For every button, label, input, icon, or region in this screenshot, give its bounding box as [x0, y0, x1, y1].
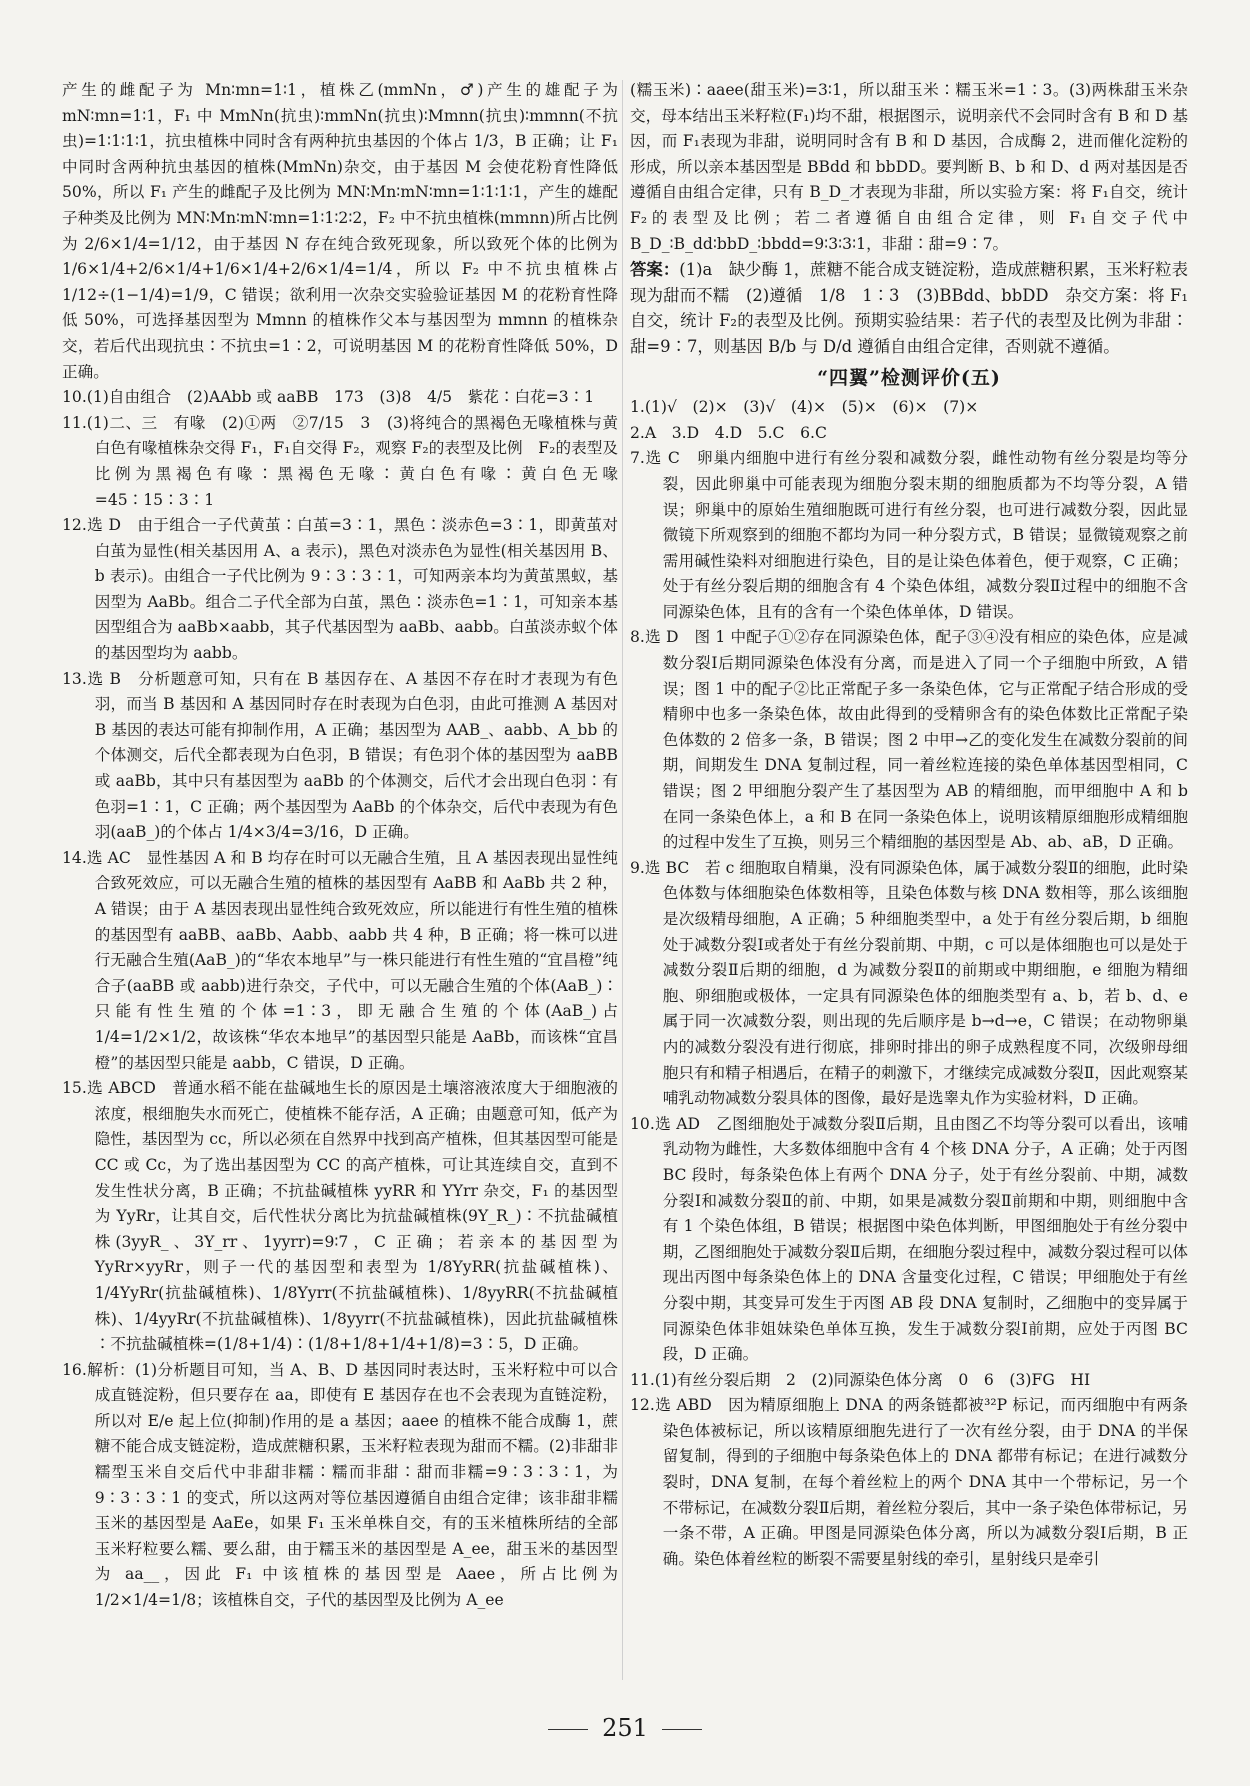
answer-paragraph: 13.选 B 分析题意可知，只有在 B 基因存在、A 基因不存在时才表现为有色羽，而当 B 基因和 A 基因同时存在时表现为白色羽，由此可推测 A 基因对 B 基因的表达可能有抑制作用，A 正确；基因型为 AAB_、aabb、A_bb 的个体测交，后代全都表现为白色羽，B 错误；有色羽个体的基因型为 aaBB 或 aaBb，其中只有基因型为 aaBb 的个体测交，后代才会出现白色羽∶有色羽=1∶1，C 正确；两个基因型为 AaBb 的个体杂交，后代中表现为有色羽(aaB_)的个体占 1/4×3/4=3/16，D 正确。: [62, 669, 618, 842]
right-column: [630, 78, 1188, 1572]
right-column-top: [630, 78, 1188, 360]
answer-paragraph: 1.(1)√ (2)× (3)√ (4)× (5)× (6)× (7)×: [630, 398, 979, 417]
answer-paragraph: 12.选 D 由于组合一子代黄茧∶白茧=3∶1，黑色∶淡赤色=3∶1，即黄茧对白茧为显性(相关基因用 A、a 表示)，黑色对淡赤色为显性(相关基因用 B、b 表示)。由组合一子代比例为 9∶3∶3∶1，可知两亲本均为黄茧黑蚁，基因型为 AaBb。组合二子代全部为白茧，黑色∶淡赤色=1∶1，可知亲本基因型组合为 aaBb×aabb，其子代基因型为 aaBb、aabb。白茧淡赤蚁个体的基因型均为 aabb。: [62, 516, 618, 663]
answer-paragraph: 11.(1)有丝分裂后期 2 (2)同源染色体分离 0 6 (3)FG HI: [630, 1370, 1091, 1389]
answer-paragraph: 10.选 AD 乙图细胞处于减数分裂Ⅱ后期，且由图乙不均等分裂可以看出，该哺乳动物为雌性，大多数体细胞中含有 4 个核 DNA 分子，A 正确；处于丙图 BC 段时，每条染色体上有两个 DNA 分子，处于有丝分裂前、中期，减数分裂Ⅰ和减数分裂Ⅱ的前、中期，如果是减数分裂Ⅱ前期和中期，则细胞中含有 1 个染色体组，B 错误；根据图中染色体判断，甲图细胞处于有丝分裂中期，乙图细胞处于减数分裂Ⅱ后期，在细胞分裂过程中，减数分裂过程可以体现出丙图中每条染色体上的 DNA 含量变化过程，C 错误；甲细胞处于有丝分裂中期，其变异可发生于丙图 AB 段 DNA 复制时，乙细胞中的变异属于同源染色体非姐妹染色单体互换，发生于减数分裂Ⅰ前期，应处于丙图 BC 段，D 正确。: [630, 1114, 1188, 1364]
answer-paragraph: 16.解析：(1)分析题目可知，当 A、B、D 基因同时表达时，玉米籽粒中可以合成直链淀粉，但只要存在 aa，即使有 E 基因存在也不会表现为直链淀粉，所以对 E/e 起上位(抑制)作用的是 a 基因；aaee 的植株不能合成酶 1，蔗糖不能合成支链淀粉，造成蔗糖积累，玉米籽粒表现为甜而不糯。(2)非甜非糯型玉米自交后代中非甜非糯∶糯而非甜∶甜而非糯=9∶3∶3∶1，为 9∶3∶3∶1 的变式，所以这两对等位基因遵循自由组合定律；该非甜非糯玉米的基因型是 AaEe，如果 F₁ 玉米单株自交，有的玉米植株所结的全部玉米籽粒要么糯、要么甜，由于糯玉米的基因型是 A_ee，甜玉米的基因型为 aa__，因此 F₁ 中该植株的基因型是 Aaee，所占比例为 1/2×1/4=1/8；该植株自交，子代的基因型及比例为 A_ee: [62, 1360, 618, 1610]
answer-paragraph: [630, 257, 1188, 359]
page-footer: [0, 1714, 1250, 1742]
answer-paragraph: 7.选 C 卵巢内细胞中进行有丝分裂和减数分裂，雌性动物有丝分裂是均等分裂，因此卵巢中可能表现为细胞分裂末期的细胞质都为不均等分裂，A 错误；卵巢中的原始生殖细胞既可进行有丝分裂，也可进行减数分裂，因此显微镜下所观察到的细胞不都均为同一种分裂方式，B 错误；显微镜观察之前需用碱性染料对细胞进行染色，目的是让染色体着色，便于观察，C 正确；处于有丝分裂后期的细胞含有 4 个染色体组，减数分裂Ⅱ过程中的细胞不含同源染色体，且有的含有一个染色体单体，D 错误。: [630, 449, 1188, 621]
footer-dash-right: [662, 1729, 702, 1730]
footer-dash-left: [548, 1729, 588, 1730]
answer-paragraph: 10.(1)自由组合 (2)AAbb 或 aaBB 173 (3)8 4/5 紫花∶白花=3∶1: [62, 388, 595, 407]
page-number: 251: [602, 1714, 648, 1742]
answer-paragraph: 12.选 ABD 因为精原细胞上 DNA 的两条链都被³²P 标记，而丙细胞中有两条染色体被标记，所以该精原细胞先进行了一次有丝分裂，由于 DNA 的半保留复制，得到的子细胞中每条染色体上的 DNA 都带有标记；在进行减数分裂时，DNA 复制，在每个着丝粒上的两个 DNA 其中一个带标记，另一个不带标记，在减数分裂Ⅱ后期，着丝粒分裂后，其中一条子染色体带标记，另一条不带，A 正确。甲图是同源染色体分离，所以为减数分裂Ⅰ后期，B 正确。染色体着丝粒的断裂不需要星射线的牵引，星射线只是牵引: [630, 1396, 1188, 1568]
answer-paragraph: 14.选 AC 显性基因 A 和 B 均存在时可以无融合生殖，且 A 基因表现出显性纯合致死效应，可以无融合生殖的植株的基因型有 AaBB 和 AaBb 共 2 种，A 错误；由于 A 基因表现出显性纯合致死效应，所以能进行有性生殖的植株的基因型有 aaBB、aaBb、Aabb、aabb 共 4 种，B 正确；将一株可以进行无融合生殖(AaB_)的“华农本地早”与一株只能进行有性生殖的“宜昌橙”纯合子(aaBB 或 aabb)进行杂交，子代中，可以无融合生殖的个体(AaB_)∶只能有性生殖的个体=1∶3，即无融合生殖的个体(AaB_)占 1/4=1/2×1/2，故该株“华农本地早”的基因型只能是 AaBb，而该株“宜昌橙”的基因型只能是 aabb，C 错误，D 正确。: [62, 848, 618, 1072]
answer-paragraph: 15.选 ABCD 普通水稻不能在盐碱地生长的原因是土壤溶液浓度大于细胞液的浓度，根细胞失水而死亡，使植株不能存活，A 正确；由题意可知，低产为隐性，基因型为 cc，所以必须在自然界中找到高产植株，但其基因型可能是 CC 或 Cc，为了选出基因型为 CC 的高产植株，可让其连续自交，直到不发生性状分离，B 正确；不抗盐碱植株 yyRR 和 YYrr 杂交，F₁ 的基因型为 YyRr，让其自交，后代性状分离比为抗盐碱植株(9Y_R_)∶不抗盐碱植株(3yyR_、3Y_rr、1yyrr)=9∶7，C 正确；若亲本的基因型为 YyRr×yyRr，则子一代的基因型和表型为 1/8YyRR(抗盐碱植株)、1/4YyRr(抗盐碱植株)、1/8Yyrr(不抗盐碱植株)、1/8yyRR(不抗盐碱植株)、1/4yyRr(不抗盐碱植株)、1/8yyrr(不抗盐碱植株)，因此抗盐碱植株∶不抗盐碱植株=(1/8+1/4)∶(1/8+1/8+1/4+1/8)=3∶5，D 正确。: [62, 1079, 618, 1354]
answer-paragraph: 2.A 3.D 4.D 5.C 6.C: [630, 423, 827, 442]
right-column-bottom: [630, 395, 1188, 1572]
section-title: “四翼”检测评价(五): [817, 366, 1001, 389]
column-divider: [622, 80, 623, 1680]
answer-paragraph: 产生的雌配子为 Mn∶mn=1∶1，植株乙(mmNn，♂)产生的雄配子为 mN∶mn=1∶1，F₁ 中 MmNn(抗虫)∶mmNn(抗虫)∶Mmnn(抗虫)∶mmnn(不抗虫)=1∶1∶1∶1，抗虫植株中同时含有两种抗虫基因的个体占 1/3，B 正确；让 F₁ 中同时含两种抗虫基因的植株(MmNn)杂交，由于基因 M 会使花粉育性降低 50%，所以 F₁ 产生的雌配子及比例为 MN∶Mn∶mN∶mn=1∶1∶1∶1，产生的雄配子种类及比例为 MN∶Mn∶mN∶mn=1∶1∶2∶2，F₂ 中不抗虫植株(mmnn)所占比例为 2/6×1/4=1/12，由于基因 N 存在纯合致死现象，所以致死个体的比例为 1/6×1/4+2/6×1/4+1/6×1/4+2/6×1/4=1/4，所以 F₂ 中不抗虫植株占 1/12÷(1−1/4)=1/9，C 错误；欲利用一次杂交实验验证基因 M 的花粉育性降低 50%，可选择基因型为 Mmnn 的植株作父本与基因型为 mmnn 的植株杂交，若后代出现抗虫∶不抗虫=1∶2，可说明基因 M 的花粉育性降低 50%，D 正确。: [62, 81, 618, 381]
answer-paragraph: 8.选 D 图 1 中配子①②存在同源染色体，配子③④没有相应的染色体，应是减数分裂Ⅰ后期同源染色体没有分离，而是进入了同一个子细胞中所致，A 错误；图 1 中的配子②比正常配子多一条染色体，它与正常配子结合形成的受精卵中也多一条染色体，故由此得到的受精卵含有的染色体数比正常配子染色体数的 2 倍多一条，B 错误；图 2 中甲→乙的变化发生在减数分裂前的间期，间期发生 DNA 复制过程，同一着丝粒连接的染色单体基因型相同，C 错误；图 2 甲细胞分裂产生了基因型为 AB 的精细胞，而甲细胞中 A 和 b 在同一条染色体上，a 和 B 在同一条染色体上，说明该精原细胞形成精细胞的过程中发生了互换，则另三个精细胞的基因型是 Ab、ab、aB，D 正确。: [630, 628, 1188, 852]
answer-paragraph: (糯玉米)∶aaee(甜玉米)=3∶1，所以甜玉米∶糯玉米=1∶3。(3)两株甜玉米杂交，母本结出玉米籽粒(F₁)均不甜，根据图示，说明亲代不会同时含有 B 和 D 基因，而 F₁表现为非甜，说明同时含有 B 和 D 基因，合成酶 2，进而催化淀粉的形成，所以亲本基因型是 BBdd 和 bbDD。要判断 B、b 和 D、d 两对基因是否遵循自由组合定律，只有 B_D_才表现为非甜，所以实验方案：将 F₁自交，统计 F₂的表型及比例；若二者遵循自由组合定律，则 F₁自交子代中 B_D_∶B_dd∶bbD_∶bbdd=9∶3∶3∶1，非甜∶甜=9∶7。: [630, 81, 1188, 253]
answer-paragraph: 11.(1)二、三 有喙 (2)①两 ②7/15 3 (3)将纯合的黑褐色无喙植株与黄白色有喙植株杂交得 F₁，F₁自交得 F₂，观察 F₂的表型及比例 F₂的表型及比例为黑褐色有喙∶黑褐色无喙∶黄白色有喙∶黄白色无喙=45∶15∶3∶1: [62, 413, 618, 509]
answer-paragraph: 9.选 BC 若 c 细胞取自精巢，没有同源染色体，属于减数分裂Ⅱ的细胞，此时染色体数与体细胞染色体数相等，且染色体数与核 DNA 数相等，那么该细胞是次级精母细胞，A 正确；5 种细胞类型中，a 处于有丝分裂后期，b 细胞处于减数分裂Ⅰ或者处于有丝分裂前期、中期，c 可以是体细胞也可以是处于减数分裂Ⅱ后期的细胞，d 为减数分裂Ⅱ的前期或中期细胞，e 细胞为精细胞、卵细胞或极体，一定具有同源染色体的细胞类型有 a、b，若 b、d、e 属于同一次减数分裂，则出现的先后顺序是 b→d→e，C 错误；在动物卵巢内的减数分裂没有进行彻底，排卵时排出的卵子成熟程度不同，次级卵母细胞只有和精子相遇后，在精子的刺激下，才继续完成减数分裂Ⅱ，因此观察某哺乳动物减数分裂具体的图像，最好是选睾丸作为实验材料，D 正确。: [630, 858, 1188, 1108]
left-column: [62, 78, 618, 1614]
answer-text: (1)a 缺少酶 1，蔗糖不能合成支链淀粉，造成蔗糖积累，玉米籽粒表现为甜而不糯 (2)遵循 1/8 1∶3 (3)BBdd、bbDD 杂交方案：将 F₁自交，统计 F₂的表型及比例。预期实验结果：若子代的表型及比例为非甜∶甜=9∶7，则基因 B/b 与 D/d 遵循自由组合定律，否则就不遵循。: [630, 260, 1188, 356]
answer-label: 答案：: [630, 260, 680, 280]
